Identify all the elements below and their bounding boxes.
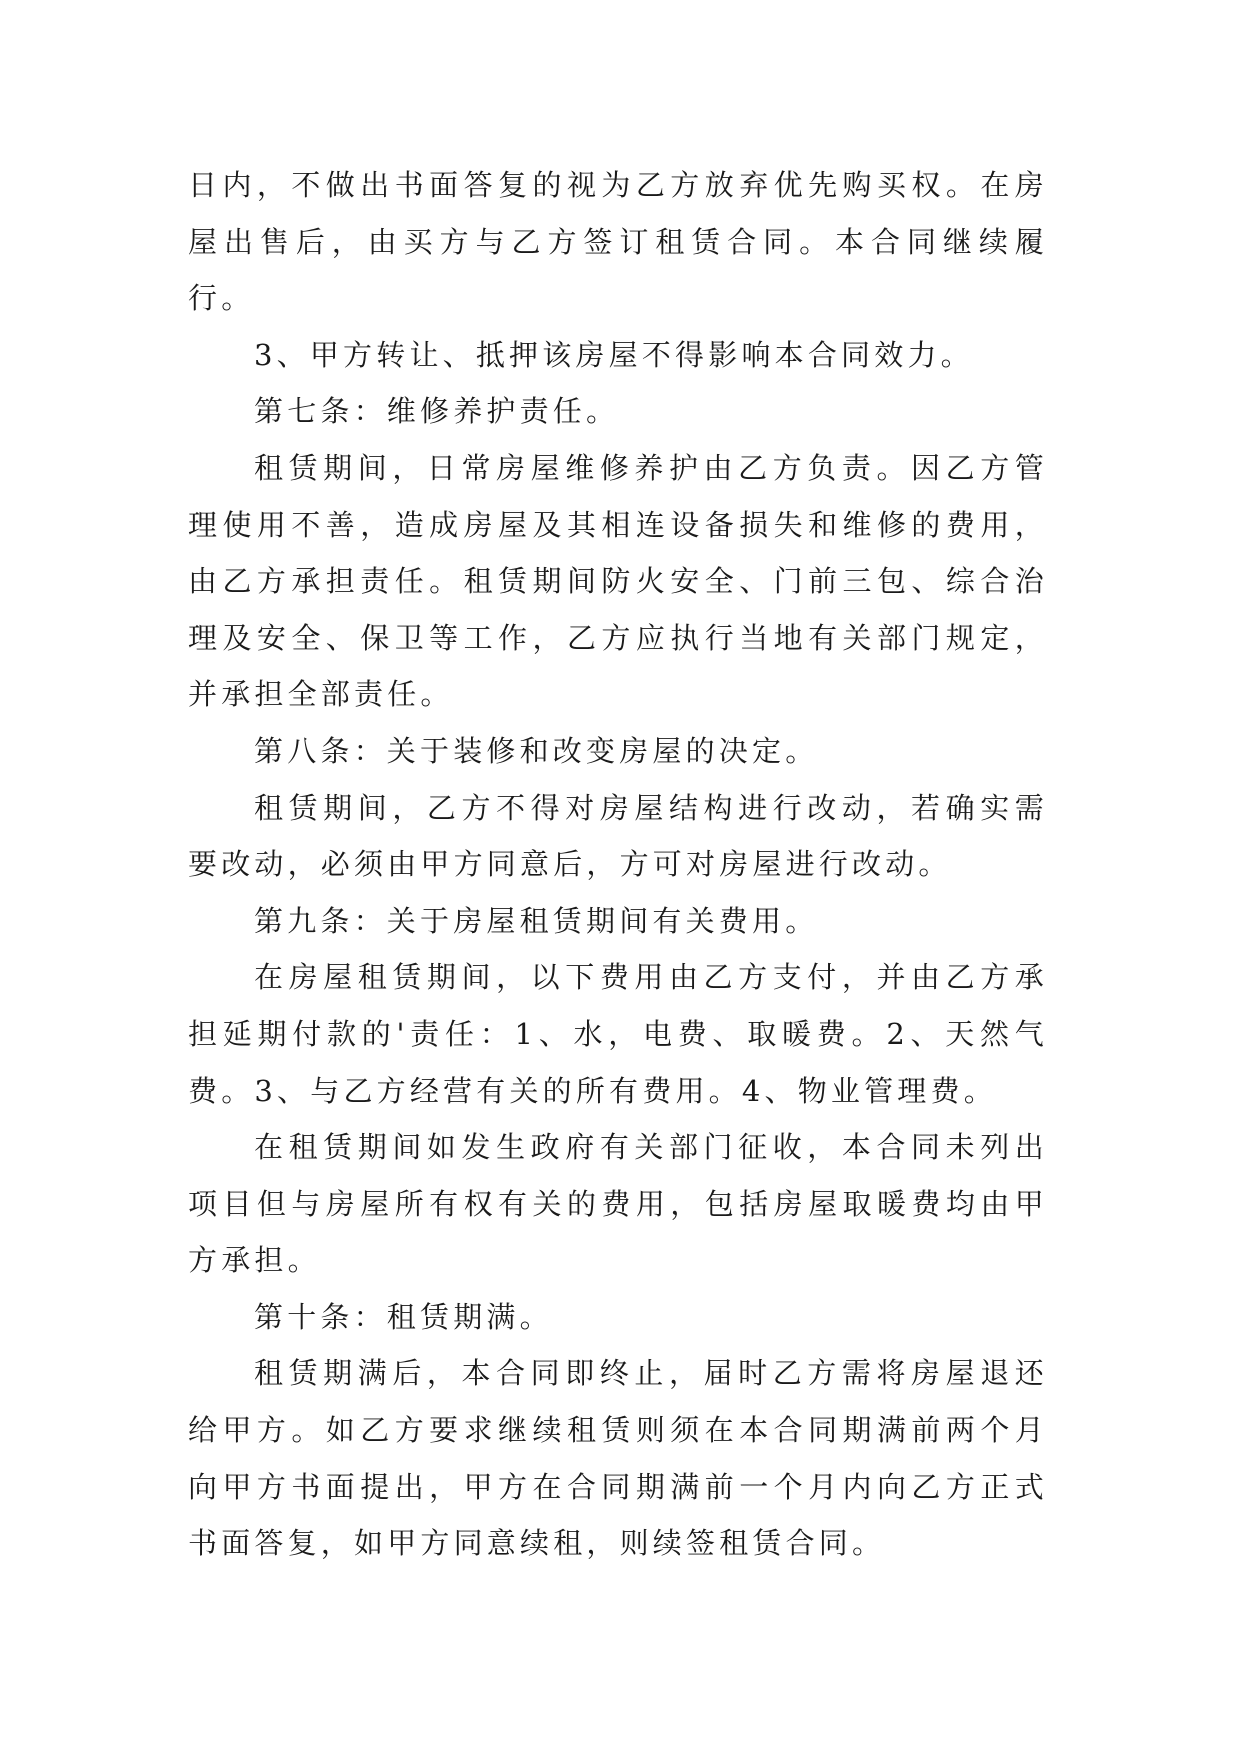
article-9-body: 在房屋租赁期间，以下费用由乙方支付，并由乙方承担延期付款的'责任：1、水，电费、取暖费。2、天然气费。3、与乙方经营有关的所有费用。4、物业管理费。 bbox=[188, 960, 1048, 1108]
article-7-heading: 第七条：维修养护责任。 bbox=[254, 394, 620, 429]
article-10-body: 租赁期满后，本合同即终止，届时乙方需将房屋退还给甲方。如乙方要求继续租赁则须在本合同期满前两个月向甲方书面提出，甲方在合同期满前一个月内向乙方正式书面答复，如甲方同意续租，则续签租赁合同。 bbox=[188, 1356, 1048, 1561]
article-9-heading: 第九条：关于房屋租赁期间有关费用。 bbox=[254, 903, 819, 938]
article-7-body: 租赁期间，日常房屋维修养护由乙方负责。因乙方管理使用不善，造成房屋及其相连设备损失和维修的费用，由乙方承担责任。租赁期间防火安全、门前三包、综合治理及安全、保卫等工作，乙方应执行当地有关部门规定，并承担全部责任。 bbox=[188, 450, 1048, 712]
article-8-heading: 第八条：关于装修和改变房屋的决定。 bbox=[254, 733, 819, 768]
article-8-body: 租赁期间，乙方不得对房屋结构进行改动，若确实需要改动，必须由甲方同意后，方可对房屋进行改动。 bbox=[188, 790, 1048, 882]
paragraph-clause-3: 3、甲方转让、抵押该房屋不得影响本合同效力。 bbox=[254, 337, 974, 372]
article-10-heading: 第十条：租赁期满。 bbox=[254, 1299, 553, 1334]
document-body bbox=[188, 157, 1048, 1572]
article-9-body-2: 在租赁期间如发生政府有关部门征收，本合同未列出项目但与房屋所有权有关的费用，包括房屋取暖费均由甲方承担。 bbox=[188, 1130, 1048, 1278]
paragraph-continuation: 日内，不做出书面答复的视为乙方放弃优先购买权。在房屋出售后，由买方与乙方签订租赁合同。本合同继续履行。 bbox=[188, 168, 1048, 316]
